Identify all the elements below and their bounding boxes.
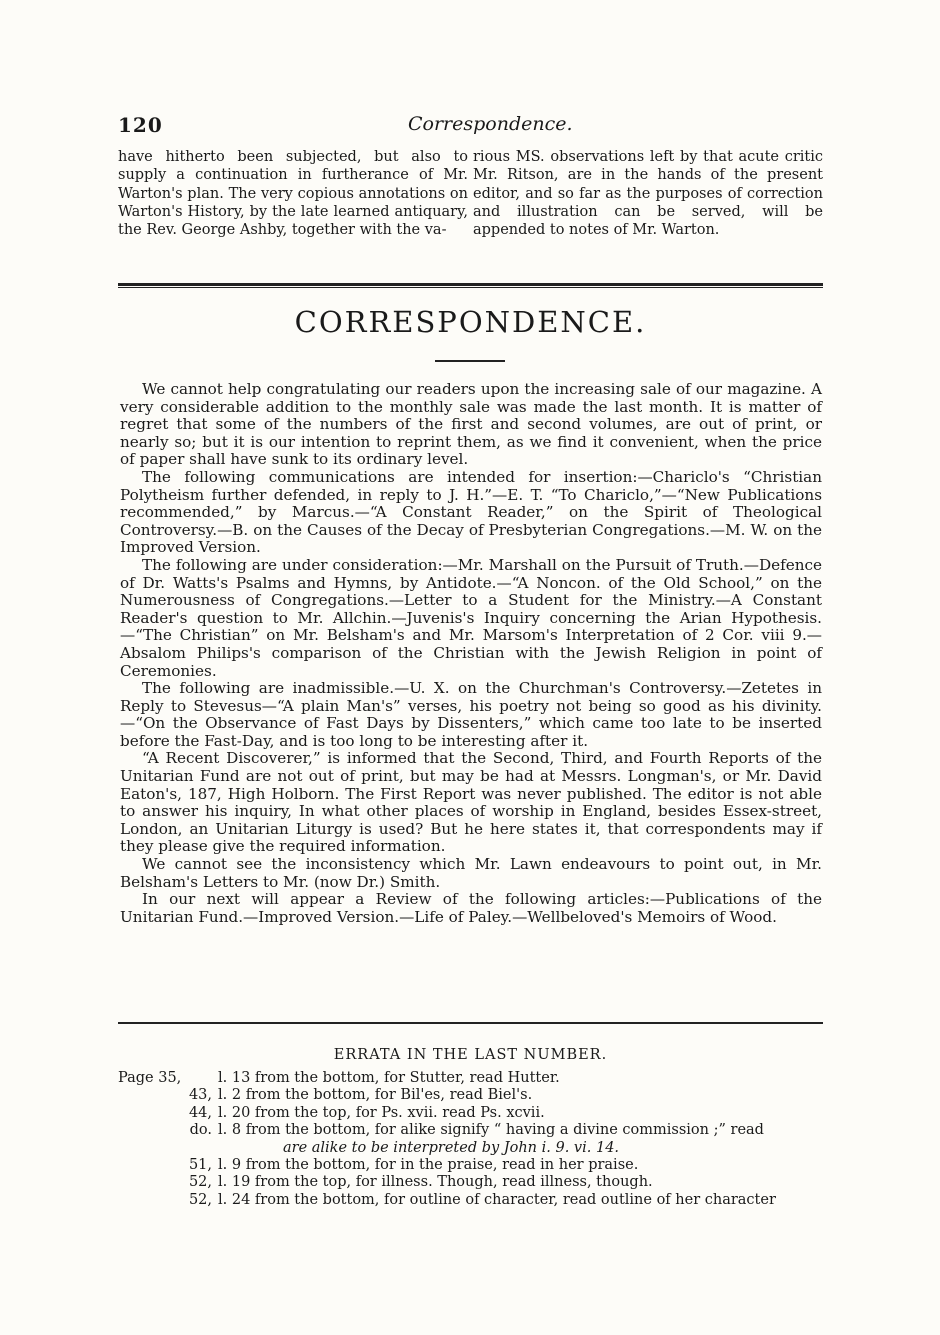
title-underline xyxy=(435,360,505,362)
errata-list xyxy=(118,1070,823,1209)
errata-ref: 52, xyxy=(188,1174,212,1191)
paragraph: The following communications are intended for insertion:—Chariclo's “Christian Polytheism further defended, in reply to J. H.”—E. T. “To Chariclo,”—“New Publications recommended,” by Marcus.—“A Constant Reader,” on the Spirit of Theological Controversy.—B. on the Causes of the Decay of Presbyterian Congregations.—M. W. on the Improved Version. xyxy=(120,467,822,557)
running-head xyxy=(118,113,818,137)
errata-ref: 43, xyxy=(188,1087,212,1104)
correspondence-body xyxy=(120,381,822,926)
errata-heading: ERRATA IN THE LAST NUMBER. xyxy=(333,1047,608,1063)
errata-ref: do. xyxy=(189,1122,212,1139)
carry-over-right-column: rious MS. observations left by that acute critic Mr. Ritson, are in the hands of the present editor, and so far as the purposes of correction and illustration can be served, will be appended to notes of Mr. Warton. xyxy=(473,149,823,239)
errata-row xyxy=(118,1174,823,1191)
section-title: CORRESPONDENCE. xyxy=(294,305,647,339)
paragraph: In our next will appear a Review of the following articles:—Publications of the Unitarian Fund.—Improved Version.—Life of Paley.—Wellbeloved's Memoirs of Wood. xyxy=(120,890,822,926)
errata-ref: 52, xyxy=(188,1191,212,1208)
paragraph: The following are inadmissible.—U. X. on the Churchman's Controversy.—Zetetes in Reply to Stevesus—“A plain Man's” verses, his poetry not being so good as his divinity.—“On the Observance of Fast Days by Dissenters,” which came too late to be inserted before the Fast-Day, and is too long to be interesting after it. xyxy=(120,679,822,750)
errata-text: l. 20 from the top, for Ps. xvii. read Ps. xcvii. xyxy=(218,1104,545,1121)
errata-continuation xyxy=(118,1140,823,1157)
carry-over-text xyxy=(118,148,823,239)
errata-divider xyxy=(118,1022,823,1024)
paragraph: The following are under consideration:—Mr. Marshall on the Pursuit of Truth.—Defence of Dr. Watts's Psalms and Hymns, by Antidote.—“A Noncon. of the Old School,” on the Numerousness of Congregations.—Letter to a Student for the Ministry.—A Constant Reader's question to Mr. Allchin.—Juvenis's Inquiry concerning the Arian Hypothesis.—“The Christian” on Mr. Belsham's and Mr. Marsom's Interpretation of 2 Cor. viii 9.—Absalom Philips's comparison of the Christian with the Jewish Religion in point of Ceremonies. xyxy=(120,555,822,680)
errata-row xyxy=(118,1070,823,1087)
errata-row xyxy=(118,1105,823,1122)
page-number: 120 xyxy=(118,113,163,137)
errata-row xyxy=(118,1192,823,1209)
errata-text: l. 8 from the bottom, for alike signify “ having a divine commission ;” read xyxy=(218,1122,764,1139)
errata-ref: 51, xyxy=(188,1157,212,1174)
paragraph: “A Recent Discoverer,” is informed that the Second, Third, and Fourth Reports of the Unitarian Fund are not out of print, but may be had at Messrs. Longman's, or Mr. David Eaton's, 187, High Holborn. The First Report was never published. The editor is not able to answer his inquiry, In what other places of worship in England, besides Essex-street, London, an Unitarian Liturgy is used? But he here states it, that correspondents may if they please give the required information. xyxy=(120,749,822,856)
errata-text: l. 24 from the bottom, for outline of character, read outline of her character xyxy=(218,1191,776,1208)
errata-text: l. 13 from the bottom, for Stutter, read Hutter. xyxy=(218,1070,560,1086)
errata-text: l. 2 from the bottom, for Bil'es, read Biel's. xyxy=(218,1087,533,1104)
running-title: Correspondence. xyxy=(408,113,573,135)
errata-row xyxy=(118,1087,823,1104)
errata-ref: 44, xyxy=(188,1104,212,1121)
errata-row xyxy=(118,1122,823,1139)
paragraph: We cannot help congratulating our readers upon the increasing sale of our magazine. A very considerable addition to the monthly sale was made the last month. It is matter of regret that some of the numbers of the first and second volumes, are out of print, or nearly so; but it is our intention to reprint them, as we find it convenient, when the price of paper shall have sunk to its ordinary level. xyxy=(120,380,822,469)
errata-text: l. 9 from the bottom, for in the praise, read in her praise. xyxy=(218,1157,639,1174)
errata-text: are alike to be interpreted by John i. 9. vi. 14. xyxy=(283,1139,620,1156)
section-divider xyxy=(118,283,823,288)
carry-over-left-column: have hitherto been subjected, but also to supply a continuation in furtherance of Mr. Warton's plan. The very copious annotations on Warton's History, by the late learned antiquary, the Rev. George Ashby, together with the va- xyxy=(118,149,468,239)
errata-row xyxy=(118,1157,823,1174)
paragraph: We cannot see the inconsistency which Mr. Lawn endeavours to point out, in Mr. Belsham's Letters to Mr. (now Dr.) Smith. xyxy=(120,855,822,891)
errata-text: l. 19 from the top, for illness. Though, read illness, though. xyxy=(218,1174,653,1191)
errata-ref: Page 35, xyxy=(118,1070,182,1086)
